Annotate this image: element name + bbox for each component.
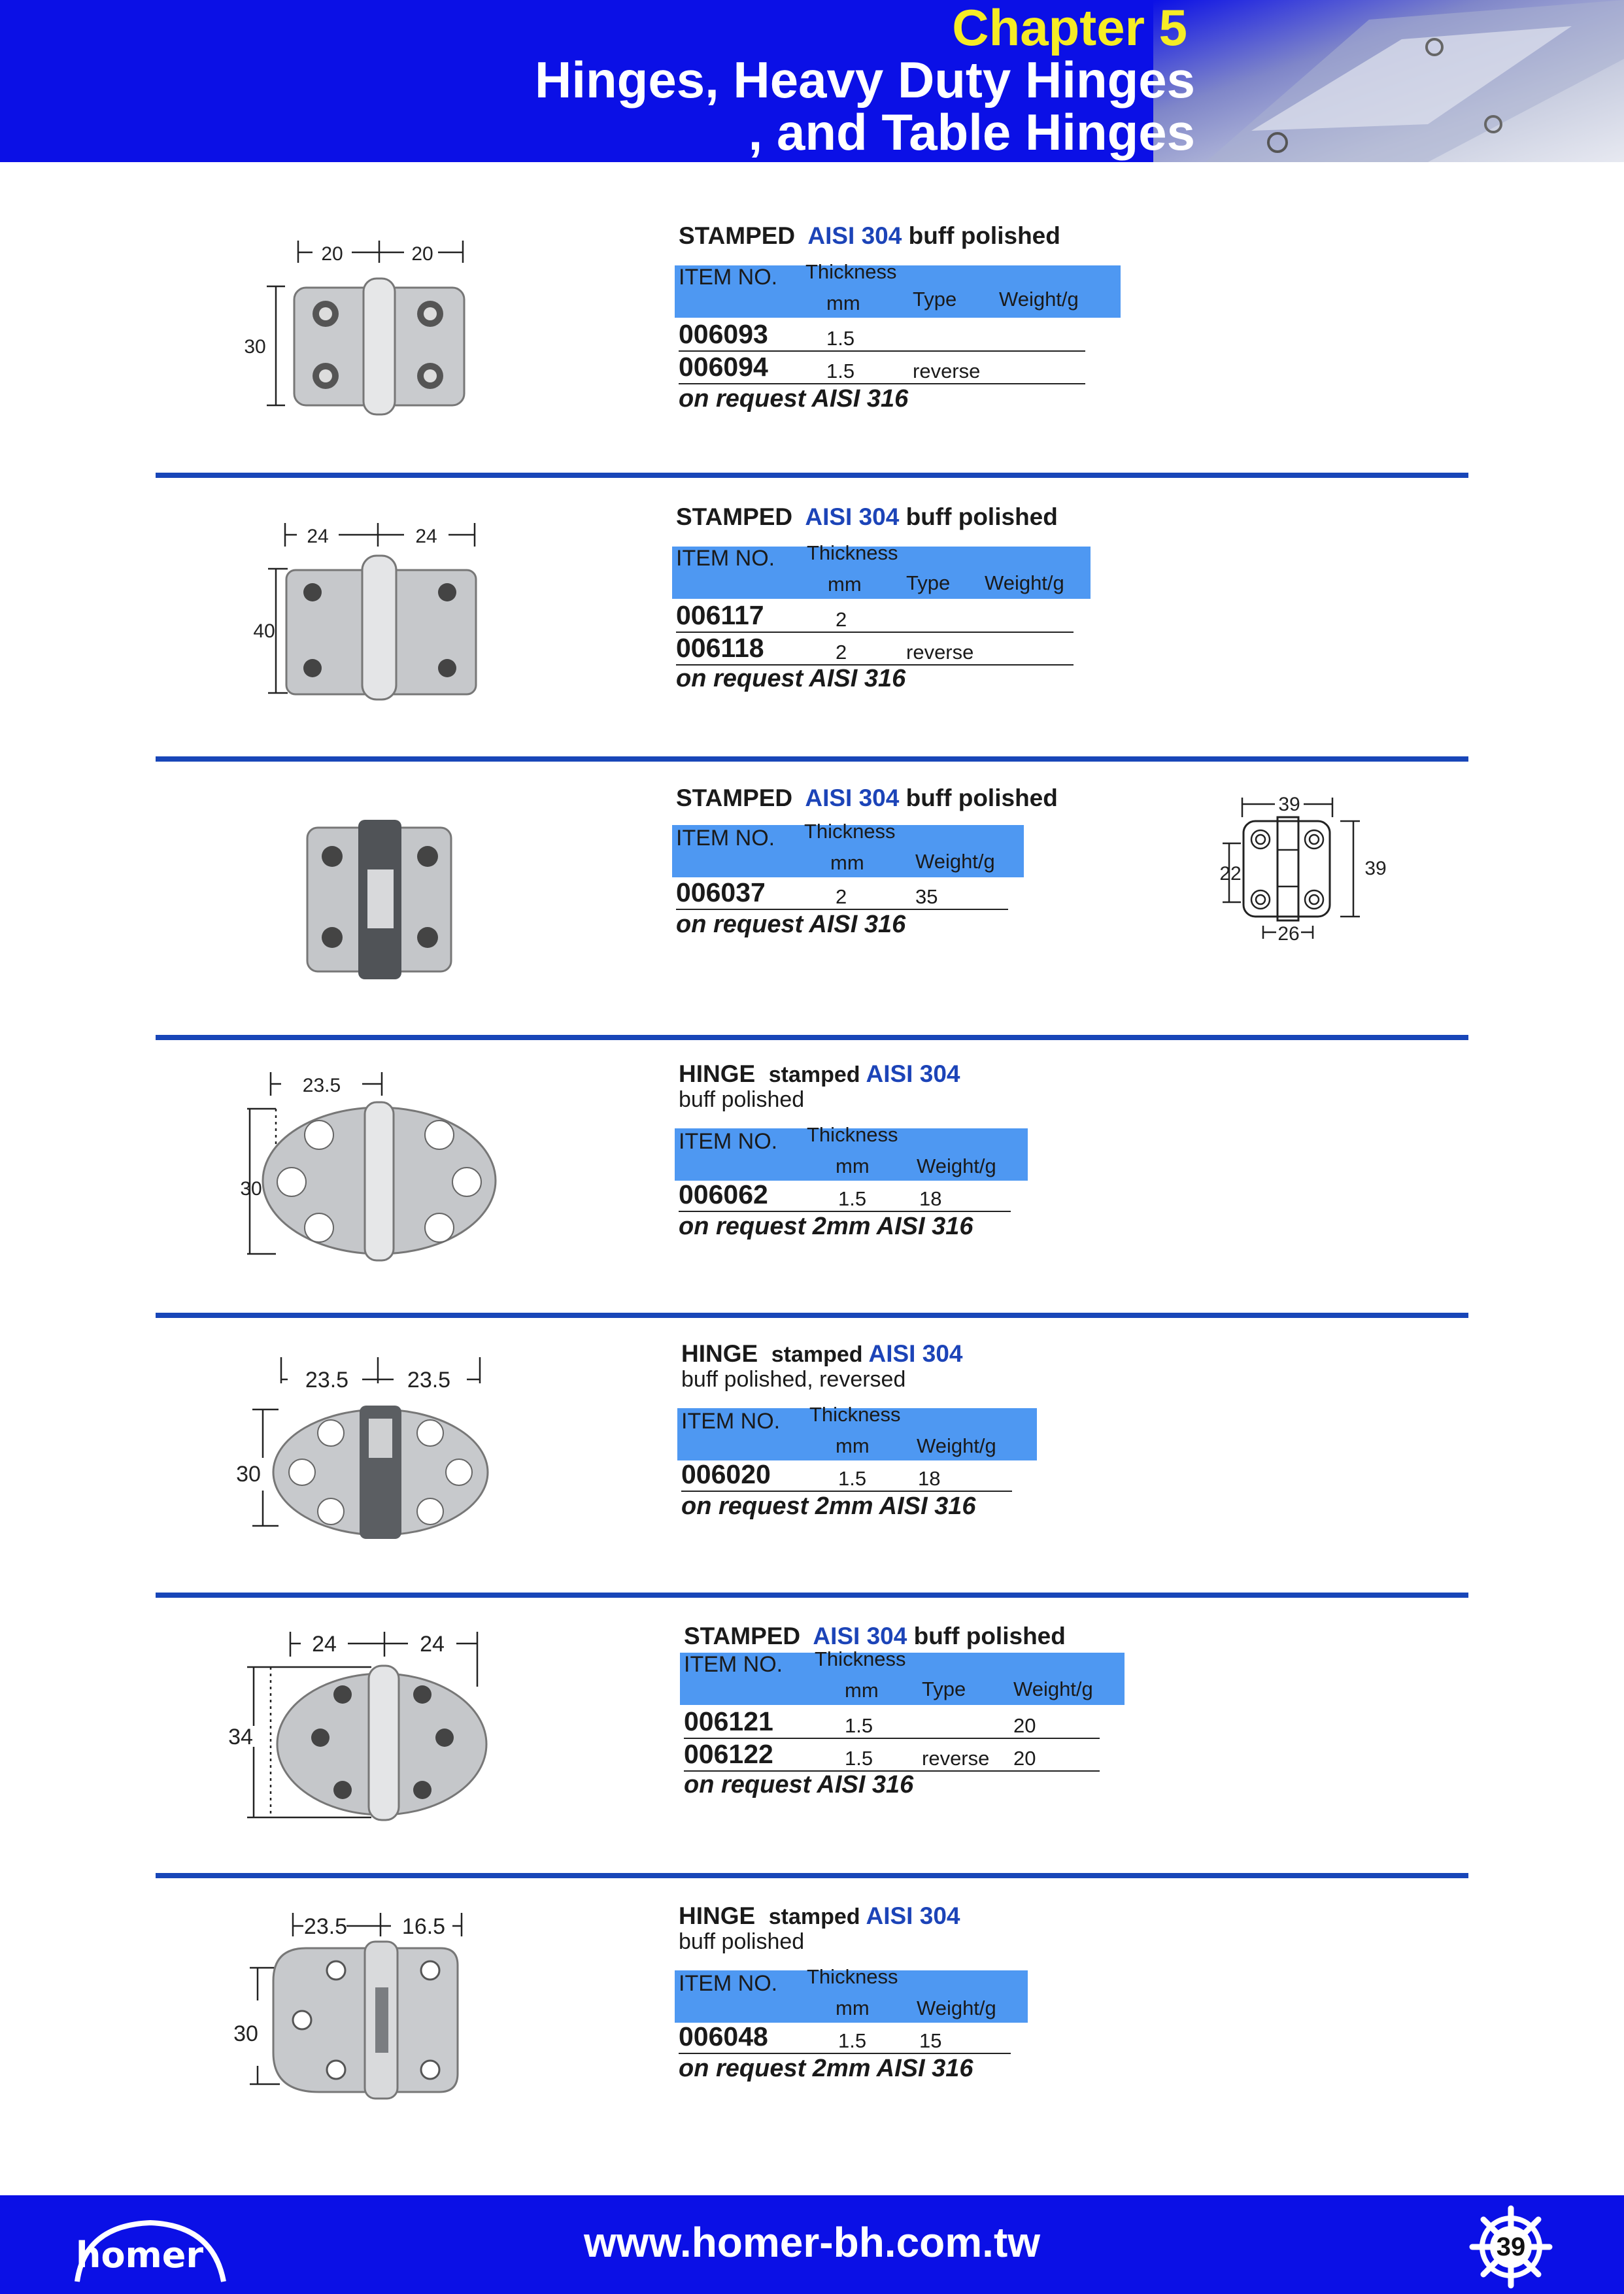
hinge-drawing bbox=[208, 778, 613, 1039]
weight-value: 18 bbox=[919, 1187, 942, 1210]
svg-text:23.5: 23.5 bbox=[407, 1368, 451, 1392]
product-spec bbox=[679, 222, 1202, 458]
table-row bbox=[676, 632, 1074, 666]
thickness-value: 1.5 bbox=[845, 1747, 873, 1770]
table-row bbox=[679, 318, 1085, 352]
svg-text:24: 24 bbox=[307, 526, 329, 547]
thickness-value: 1.5 bbox=[826, 327, 855, 350]
header-type: Type bbox=[913, 288, 957, 311]
svg-text:34: 34 bbox=[228, 1725, 253, 1749]
hinge-drawing bbox=[208, 1054, 613, 1315]
header-thickness: Thickness bbox=[804, 820, 896, 843]
weight-value: 20 bbox=[1013, 1747, 1036, 1770]
svg-text:23.5: 23.5 bbox=[303, 1914, 348, 1939]
product-section-5 bbox=[156, 1334, 1470, 1615]
svg-text:39: 39 bbox=[1364, 858, 1387, 879]
hinge-drawing bbox=[208, 1616, 613, 1878]
svg-text:40: 40 bbox=[253, 620, 275, 642]
product-title: STAMPED AISI 304 buff polished bbox=[676, 784, 1058, 811]
header-item-no: ITEM NO. bbox=[679, 1971, 778, 1996]
type-value: reverse bbox=[906, 641, 974, 664]
section-divider bbox=[156, 1593, 1468, 1598]
thickness-value: 2 bbox=[836, 885, 847, 908]
item-number: 006048 bbox=[679, 2021, 768, 2051]
svg-text:16.5: 16.5 bbox=[401, 1914, 446, 1939]
header-weight: Weight/g bbox=[915, 850, 995, 873]
chapter-header bbox=[0, 0, 1624, 162]
header-type: Type bbox=[906, 571, 951, 594]
table-row bbox=[684, 1705, 1100, 1739]
product-spec bbox=[684, 1623, 1207, 1858]
header-weight: Weight/g bbox=[1013, 1678, 1093, 1700]
item-number: 006118 bbox=[676, 633, 764, 663]
header-thickness: Thickness bbox=[805, 260, 897, 283]
product-section-4 bbox=[156, 1054, 1470, 1335]
section-divider bbox=[156, 1035, 1468, 1040]
header-item-no: ITEM NO. bbox=[679, 1129, 778, 1154]
product-subtitle: buff polished bbox=[679, 1087, 805, 1112]
svg-text:20: 20 bbox=[411, 243, 433, 265]
product-subtitle: buff polished bbox=[679, 1929, 805, 1954]
weight-value: 35 bbox=[915, 885, 938, 908]
table-row bbox=[679, 350, 1085, 384]
item-number: 006117 bbox=[676, 600, 764, 630]
type-value: reverse bbox=[913, 360, 981, 382]
header-item-no: ITEM NO. bbox=[679, 265, 778, 290]
product-spec bbox=[679, 1060, 1202, 1296]
thickness-value: 1.5 bbox=[826, 360, 855, 382]
svg-text:39: 39 bbox=[1278, 794, 1300, 815]
type-value: reverse bbox=[922, 1747, 990, 1770]
product-spec bbox=[681, 1340, 1204, 1576]
header-mm: mm bbox=[836, 1997, 870, 2019]
weight-value: 18 bbox=[918, 1467, 941, 1490]
item-number: 006122 bbox=[684, 1739, 773, 1769]
chapter-title-line-1: Hinges, Heavy Duty Hinges bbox=[535, 51, 1195, 109]
table-row bbox=[684, 1738, 1100, 1772]
header-thickness: Thickness bbox=[815, 1647, 906, 1670]
hinge-drawing bbox=[208, 497, 613, 758]
chapter-title-line-2: , and Table Hinges bbox=[748, 103, 1195, 161]
header-thickness: Thickness bbox=[807, 1123, 898, 1146]
header-item-no: ITEM NO. bbox=[676, 826, 775, 851]
header-weight: Weight/g bbox=[999, 288, 1079, 311]
table-row bbox=[676, 599, 1074, 633]
product-section-3 bbox=[156, 778, 1470, 1059]
product-section-6 bbox=[156, 1616, 1470, 1897]
product-title: STAMPED AISI 304 buff polished bbox=[679, 222, 1060, 249]
on-request-note: on request 2mm AISI 316 bbox=[679, 2055, 973, 2082]
svg-text:24: 24 bbox=[420, 1632, 445, 1657]
on-request-note: on request AISI 316 bbox=[676, 665, 906, 692]
product-title: STAMPED AISI 304 buff polished bbox=[684, 1623, 1066, 1649]
logo-text: homer bbox=[76, 2235, 204, 2276]
weight-value: 20 bbox=[1013, 1714, 1036, 1737]
header-mm: mm bbox=[830, 851, 864, 874]
header-weight: Weight/g bbox=[917, 1434, 996, 1457]
svg-text:23.5: 23.5 bbox=[305, 1368, 349, 1392]
hinge-dimension-drawing bbox=[1215, 778, 1437, 948]
thickness-value: 1.5 bbox=[838, 1467, 867, 1490]
on-request-note: on request AISI 316 bbox=[684, 1771, 914, 1798]
table-row bbox=[679, 1178, 1011, 1212]
thickness-value: 1.5 bbox=[845, 1714, 873, 1737]
product-title: HINGE stamped AISI 304 bbox=[679, 1060, 960, 1087]
svg-text:30: 30 bbox=[244, 336, 266, 358]
on-request-note: on request AISI 316 bbox=[676, 911, 906, 938]
page-number-badge bbox=[1468, 2204, 1553, 2289]
hinge-photo-banner bbox=[1153, 0, 1624, 162]
on-request-note: on request AISI 316 bbox=[679, 385, 909, 413]
svg-text:24: 24 bbox=[312, 1632, 337, 1657]
item-number: 006037 bbox=[676, 877, 766, 907]
header-mm: mm bbox=[836, 1434, 870, 1457]
svg-text:20: 20 bbox=[321, 243, 343, 265]
section-divider bbox=[156, 1313, 1468, 1318]
header-type: Type bbox=[922, 1678, 966, 1700]
header-thickness: Thickness bbox=[807, 1965, 898, 1988]
product-section-1 bbox=[156, 216, 1470, 497]
item-number: 006020 bbox=[681, 1459, 771, 1489]
thickness-value: 2 bbox=[836, 641, 847, 664]
section-divider bbox=[156, 1873, 1468, 1878]
thickness-value: 2 bbox=[836, 608, 847, 631]
table-row bbox=[676, 876, 1008, 910]
thickness-value: 1.5 bbox=[838, 2029, 867, 2052]
header-thickness: Thickness bbox=[809, 1403, 901, 1426]
product-title: HINGE stamped AISI 304 bbox=[681, 1340, 963, 1367]
chapter-number: Chapter 5 bbox=[952, 0, 1187, 56]
header-thickness: Thickness bbox=[807, 541, 898, 564]
product-spec bbox=[679, 1902, 1202, 2138]
table-row bbox=[681, 1458, 1012, 1492]
product-title: HINGE stamped AISI 304 bbox=[679, 1902, 960, 1929]
section-divider bbox=[156, 756, 1468, 762]
header-mm: mm bbox=[836, 1155, 870, 1177]
product-title: STAMPED AISI 304 buff polished bbox=[676, 503, 1058, 530]
website-url[interactable]: www.homer-bh.com.tw bbox=[583, 2219, 1041, 2266]
header-mm: mm bbox=[826, 292, 860, 314]
hinge-drawing bbox=[208, 1334, 613, 1595]
item-number: 006094 bbox=[679, 352, 768, 382]
svg-text:22: 22 bbox=[1219, 863, 1242, 885]
table-row bbox=[679, 2020, 1011, 2054]
svg-text:26: 26 bbox=[1277, 923, 1300, 945]
product-section-7 bbox=[156, 1896, 1470, 2177]
svg-text:30: 30 bbox=[233, 2021, 258, 2046]
item-number: 006062 bbox=[679, 1179, 768, 1209]
section-divider bbox=[156, 473, 1468, 478]
header-weight: Weight/g bbox=[917, 1997, 996, 2019]
weight-value: 15 bbox=[919, 2029, 942, 2052]
header-weight: Weight/g bbox=[985, 571, 1064, 594]
svg-text:23.5: 23.5 bbox=[302, 1075, 341, 1096]
item-number: 006121 bbox=[684, 1706, 773, 1736]
page-footer bbox=[0, 2195, 1624, 2294]
header-weight: Weight/g bbox=[917, 1155, 996, 1177]
header-item-no: ITEM NO. bbox=[684, 1652, 783, 1677]
svg-text:24: 24 bbox=[415, 526, 437, 547]
hinge-drawing bbox=[208, 216, 613, 477]
svg-text:30: 30 bbox=[240, 1178, 262, 1200]
product-spec bbox=[676, 784, 1199, 1020]
on-request-note: on request 2mm AISI 316 bbox=[679, 1213, 973, 1240]
on-request-note: on request 2mm AISI 316 bbox=[681, 1493, 976, 1520]
product-subtitle: buff polished, reversed bbox=[681, 1367, 906, 1392]
page-number: 39 bbox=[1496, 2233, 1526, 2261]
header-item-no: ITEM NO. bbox=[681, 1409, 781, 1434]
product-spec bbox=[676, 503, 1199, 739]
svg-text:30: 30 bbox=[236, 1462, 261, 1487]
item-number: 006093 bbox=[679, 319, 768, 349]
product-section-2 bbox=[156, 497, 1470, 778]
thickness-value: 1.5 bbox=[838, 1187, 867, 1210]
header-mm: mm bbox=[828, 573, 862, 596]
header-mm: mm bbox=[845, 1679, 879, 1702]
header-item-no: ITEM NO. bbox=[676, 546, 775, 571]
hinge-drawing bbox=[208, 1896, 613, 2157]
